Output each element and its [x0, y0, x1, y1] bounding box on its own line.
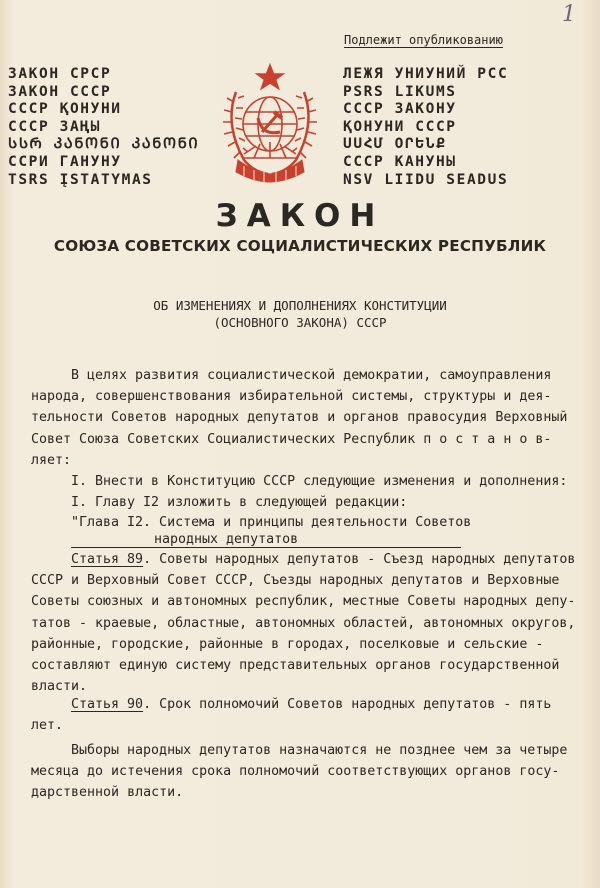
article-90-line: лет. — [31, 718, 64, 734]
law-title-left: СССР ЗАҢЫ — [8, 118, 101, 135]
publication-notice: Подлежит опубликованию — [344, 33, 503, 47]
article-89-line: власти. — [31, 679, 88, 695]
law-title-right: NSV LIIDU SEADUS — [343, 171, 509, 188]
article-89-line: татов - краевые, областные, автономных областей, автономных округов, — [31, 615, 576, 631]
article-90-para-line: дарственной власти. — [31, 785, 184, 801]
article-89-text: . Советы народных депутатов - Съезд народных депутатов — [143, 552, 576, 567]
article-90-first-line — [31, 694, 551, 715]
law-title-left: ССРИ ГАНУНУ — [8, 153, 122, 170]
preamble-line: ляет: — [31, 452, 72, 468]
article-89-first-line — [31, 549, 575, 570]
preamble-line: народа, совершенствования избирательной системы, структуры и дея- — [31, 389, 552, 405]
preamble-line: Совет Союза Советских Социалистических Республик п о с т а н о в- — [31, 431, 552, 447]
article-89-line: составляют единую систему представительных органов государственной — [31, 658, 560, 674]
article-90-paragraph — [31, 740, 567, 804]
article-89-line: Советы союзных и автономных республик, местные Советы народных депу- — [31, 594, 576, 610]
document-subtitle: СОЮЗА СОВЕТСКИХ СОЦИАЛИСТИЧЕСКИХ РЕСПУБЛИК — [53, 237, 547, 255]
article-90-text: . Срок полномочий Советов народных депутатов - пять — [143, 697, 552, 712]
law-title-left: ЗАКОН СССР — [8, 83, 112, 100]
law-titles-right — [343, 66, 508, 189]
law-titles-left — [8, 66, 199, 189]
law-heading-line: ОБ ИЗМЕНЕНИЯХ И ДОПОЛНЕНИЯХ КОНСТИТУЦИИ — [153, 298, 447, 313]
chapter-underline — [71, 547, 461, 548]
article-90-para-line: месяца до истечения срока полномочий соответствующих органов госу- — [31, 764, 560, 780]
law-title-right: ҚОНУНИ СССР — [343, 118, 457, 135]
chapter-heading-line: народных депутатов — [154, 532, 299, 547]
law-title-right: PSRS LIKUMS — [343, 83, 457, 100]
article-89-line: СССР и Верховный Совет СССР, Съезды народных депутатов и Верховные — [31, 573, 560, 589]
article-89-line: районные, городские, районные в городах, поселковые и сельские - — [31, 636, 544, 652]
article-90-para-line: Выборы народных депутатов назначаются не позднее чем за четыре — [71, 743, 568, 758]
law-title-right: ЛЕЖЯ УНИУНИЙ РСС — [343, 66, 509, 82]
article-90-label: Статья 90 — [71, 697, 144, 712]
law-heading — [0, 297, 600, 331]
law-title-left: ᲡᲡᲠ ᲙᲐᲜᲝᲜᲘ ᲙᲐᲜᲝᲜᲘ — [8, 136, 200, 153]
decree-line: I. Главу I2 изложить в следующей редакции: — [71, 495, 408, 511]
article-90 — [31, 694, 551, 736]
law-title-right: СССР ЗАКОНУ — [343, 101, 457, 118]
chapter-heading — [71, 514, 471, 548]
document-title: ЗАКОН — [215, 198, 385, 234]
page-number: 1 — [562, 2, 576, 27]
law-title-left: TSRS ĮSTATYMAS — [8, 171, 153, 188]
law-title-right: ՍՍՀՄ ՕՐԵՆՔ — [343, 136, 447, 153]
law-title-right: СССР КАНУНЫ — [343, 153, 457, 170]
article-89-label: Статья 89 — [71, 552, 144, 567]
law-title-left: ЗАКОН СРСР — [8, 66, 112, 82]
article-89 — [31, 549, 575, 697]
ussr-emblem-icon — [214, 62, 326, 188]
preamble — [31, 365, 567, 513]
law-heading-line: (ОСНОВНОГО ЗАКОНА) СССР — [213, 315, 387, 330]
decree-line: I. Внести в Конституцию СССР следующие изменения и дополнения: — [71, 474, 568, 490]
preamble-line: тельности Советов народных депутатов и органов правосудия Верховный — [31, 410, 568, 426]
chapter-heading-line: "Глава I2. Система и принципы деятельности Советов — [71, 515, 472, 530]
law-title-left: СССР ҚОНУНИ — [8, 101, 122, 118]
preamble-line: В целях развития социалистической демократии, самоуправления — [71, 368, 552, 383]
